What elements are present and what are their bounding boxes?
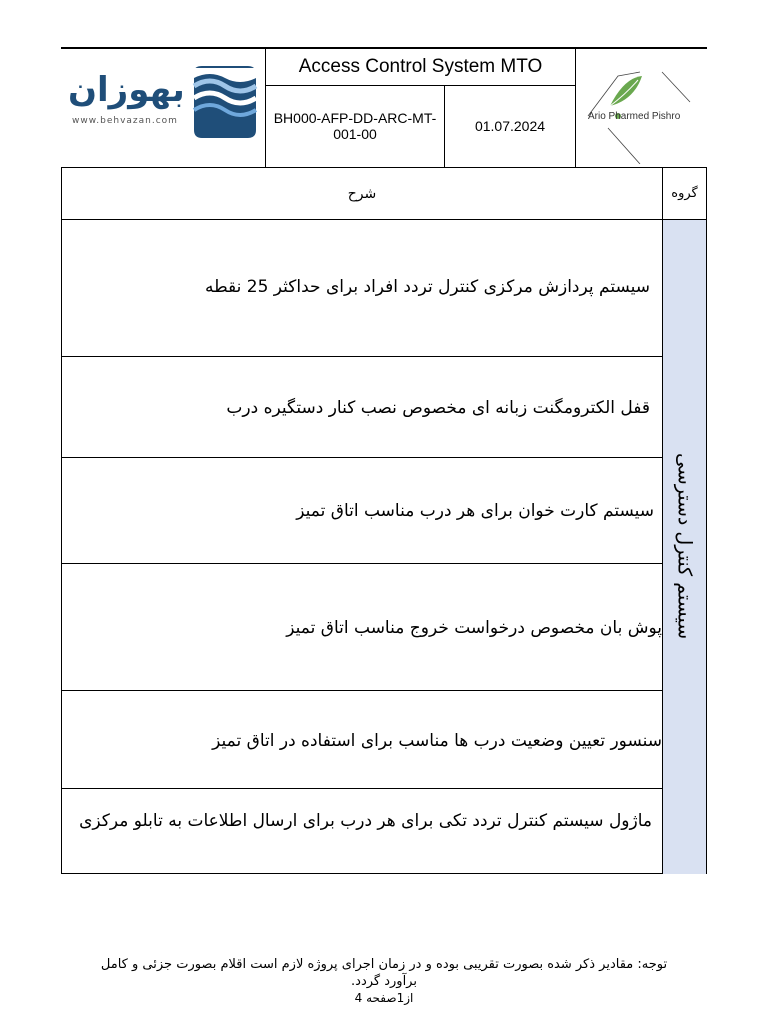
- document-title: Access Control System MTO: [298, 56, 543, 77]
- group-label: [663, 220, 706, 873]
- column-header-group: گروه: [671, 186, 698, 201]
- table-row: ماژول سیستم کنترل تردد تکی برای هر درب برای ارسال اطلاعات به تابلو مرکزی: [79, 811, 652, 831]
- table-row: قفل الکترومگنت زبانه ای مخصوص نصب کنار دستگیره درب: [226, 398, 650, 418]
- client-logo-name: Ario Pharmed Pishro: [588, 111, 681, 122]
- page-number: 4 از1صفحه: [354, 991, 414, 1005]
- table-row: سنسور تعیین وضعیت درب ها مناسب برای استفاده در اتاق تمیز: [212, 731, 662, 751]
- footer-note-line2: .برآورد گردد: [351, 974, 417, 989]
- client-logo: [580, 66, 704, 164]
- footer-note-line1: توجه: مقادیر ذکر شده بصورت تقریبی بوده و در زمان اجرای پروژه لازم است اقلام بصورت جزئی و کامل: [100, 957, 668, 972]
- table-row: پوش بان مخصوص درخواست خروج مناسب اتاق تمیز: [286, 618, 662, 638]
- wave-logo-icon: [190, 64, 260, 140]
- document-date: 01.07.2024: [474, 118, 546, 134]
- company-logo-name: بهوزان: [68, 70, 185, 110]
- table-row: سیستم کارت خوان برای هر درب مناسب اتاق تمیز: [296, 501, 654, 521]
- table-row: سیستم پردازش مرکزی کنترل تردد افراد برای حداکثر 25 نقطه: [204, 277, 650, 297]
- company-logo-url: www.behvazan.com: [72, 116, 178, 126]
- document-number: BH000-AFP-DD-ARC-MT-001-00: [273, 110, 437, 142]
- column-header-description: شرح: [347, 185, 377, 202]
- company-logo: [66, 60, 262, 150]
- group-label-text: سیستم کنترل دسترسی: [673, 453, 696, 640]
